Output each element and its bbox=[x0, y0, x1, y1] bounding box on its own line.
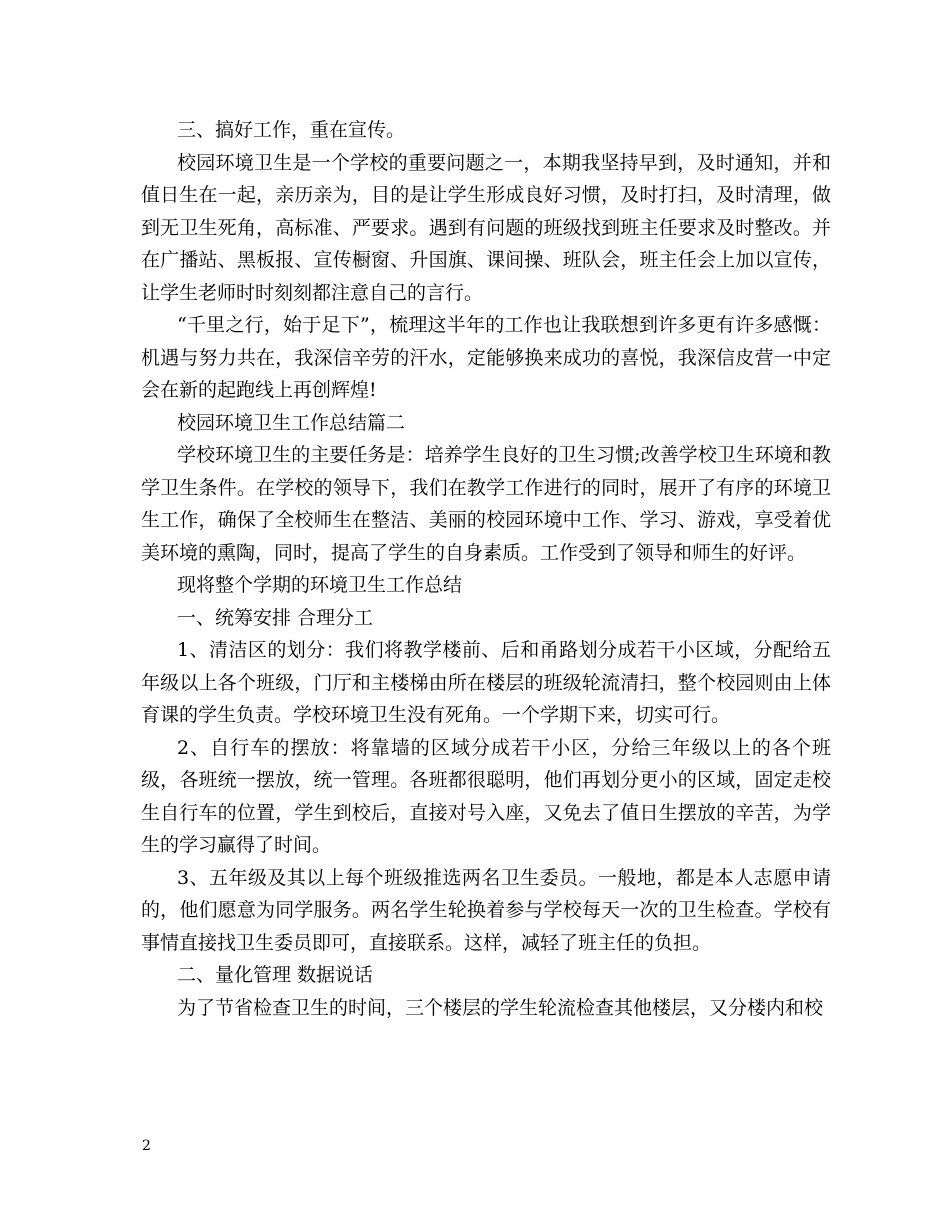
paragraph-main-tasks: 学校环境卫生的主要任务是：培养学生良好的卫生习惯;改善学校卫生环境和教学卫生条件。在学校的领导下，我们在教学工作进行的同时，展开了有序的环境卫生工作，确保了全校师生在整洁、美丽的校园环境中工作、学习、游戏，享受着优美环境的熏陶，同时，提高了学生的自身素质。工作受到了领导和师生的好评。 bbox=[141, 444, 831, 564]
paragraph-reflection: “千里之行，始于足下”，梳理这半年的工作也让我联想到许多更有许多感慨：机遇与努力共在，我深信辛劳的汗水，定能够换来成功的喜悦，我深信皮营一中定会在新的起跑线上再创辉煌! bbox=[141, 314, 831, 401]
list-item-hygiene-committee: 3、五年级及其以上每个班级推选两名卫生委员。一般地，都是本人志愿申请的，他们愿意为同学服务。两名学生轮换着参与学校每天一次的卫生检查。学校有事情直接找卫生委员即可，直接联系。这样，减轻了班主任的负担。 bbox=[141, 866, 831, 954]
section-heading-planning: 一、统筹安排 合理分工 bbox=[177, 606, 374, 629]
document-body bbox=[141, 114, 831, 1024]
list-item-bicycle-parking: 2、自行车的摆放：将靠墙的区域分成若干小区，分给三年级以上的各个班级，各班统一摆放，统一管理。各班都很聪明，他们再划分更小的区域，固定走校生自行车的位置，学生到校后，直接对号入座，又免去了值日生摆放的辛苦，为学生的学习赢得了时间。 bbox=[141, 736, 831, 856]
list-item-cleaning-areas: 1、清洁区的划分：我们将教学楼前、后和甬路划分成若干小区域，分配给五年级以上各个班级，门厅和主楼梯由所在楼层的班级轮流清扫，整个校园则由上体育课的学生负责。学校环境卫生没有死角。一个学期下来，切实可行。 bbox=[141, 639, 831, 726]
page-number: 2 bbox=[142, 1138, 151, 1154]
section-heading-quantified-management: 二、量化管理 数据说话 bbox=[177, 964, 374, 986]
paragraph-hygiene-efforts: 校园环境卫生是一个学校的重要问题之一，本期我坚持早到，及时通知，并和值日生在一起，亲历亲为，目的是让学生形成良好习惯，及时打扫，及时清理，做到无卫生死角，高标准、严要求。遇到有问题的班级找到班主任要求及时整改。并在广播站、黑板报、宣传橱窗、升国旗、课间操、班队会，班主任会上加以宣传，让学生老师时时刻刻都注意自己的言行。 bbox=[141, 151, 831, 304]
paragraph-inspection: 为了节省检查卫生的时间，三个楼层的学生轮流检查其他楼层，又分楼内和校 bbox=[177, 996, 824, 1019]
paragraph-summary-intro: 现将整个学期的环境卫生工作总结 bbox=[177, 574, 463, 596]
section-title-part-two: 校园环境卫生工作总结篇二 bbox=[177, 411, 406, 434]
section-heading-publicity: 三、搞好工作，重在宣传。 bbox=[177, 119, 406, 141]
